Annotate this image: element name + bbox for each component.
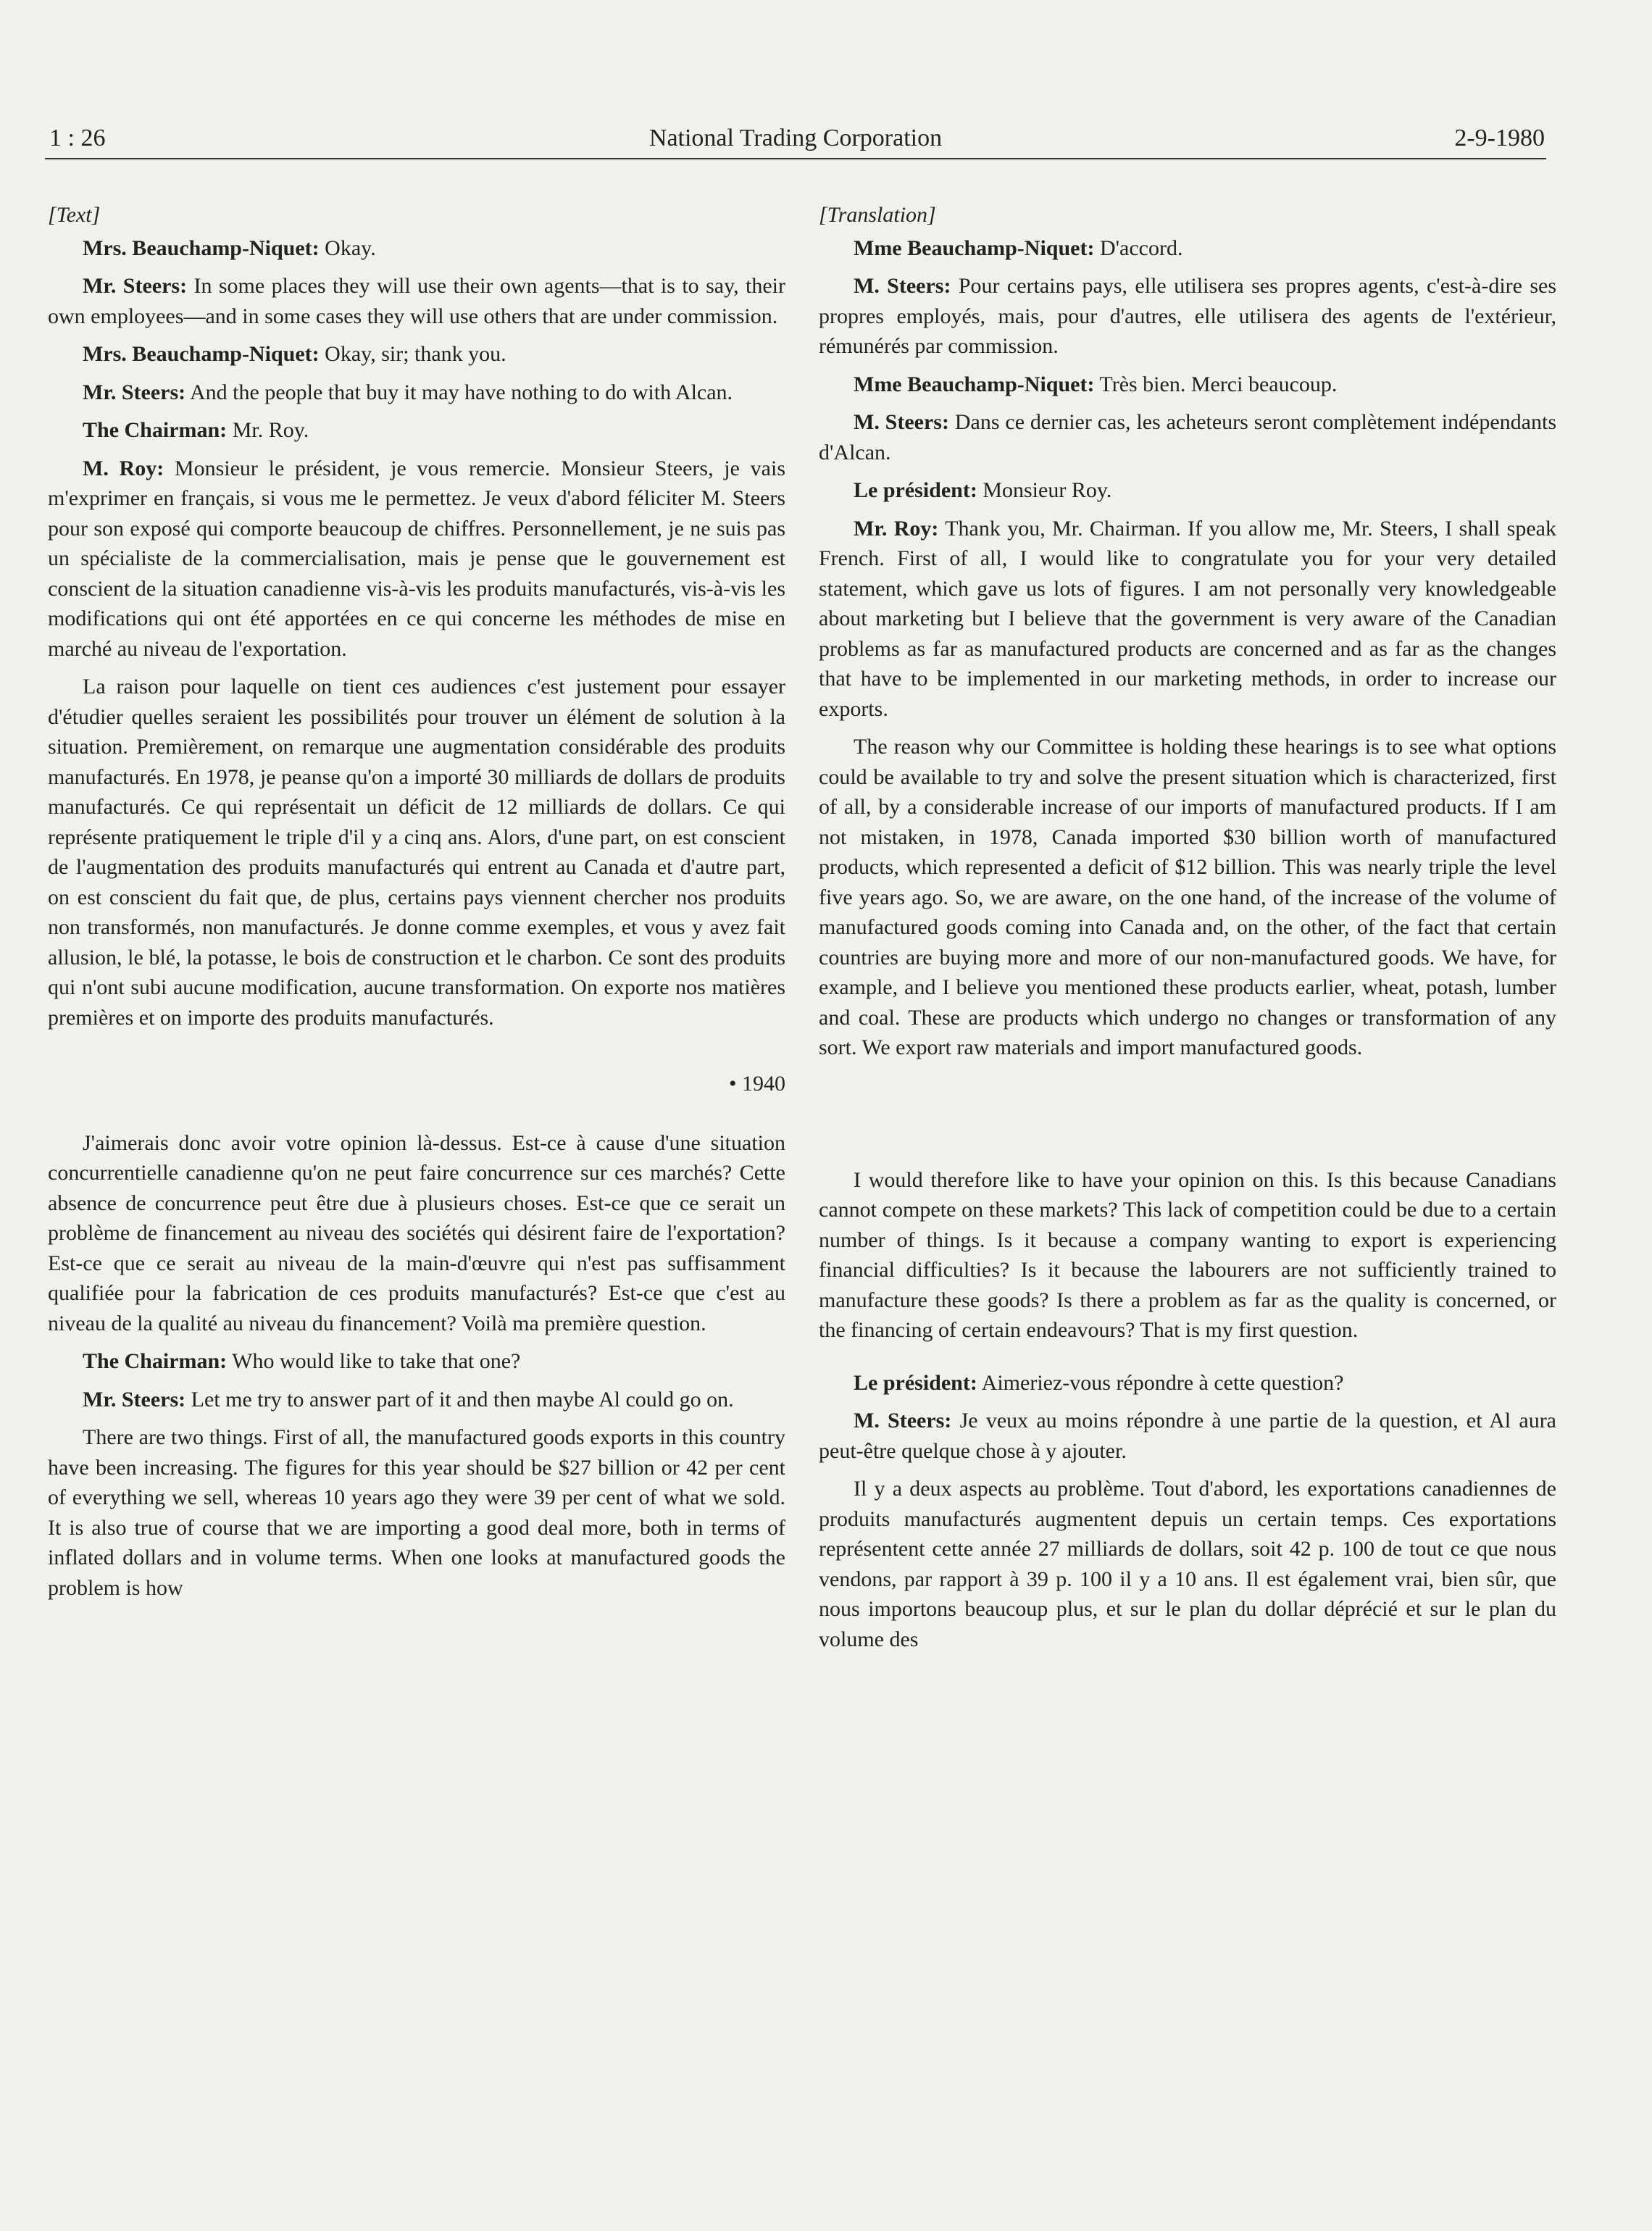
spacer [819, 1354, 1556, 1368]
speaker-name: M. Steers: [854, 410, 949, 434]
paragraph [819, 475, 1556, 506]
paragraph [48, 672, 785, 1033]
translation-column [819, 200, 1556, 1662]
paragraph-text: J'aimerais donc avoir votre opinion là-dessus. Est-ce à cause d'une situation concurrentielle canadienne qu'on ne peut faire concurrence sur ces marchés? Cette absence de concurrence peut être due à plusieurs choses. Est-ce que ce serait un problème de financement au niveau des sociétés qui désirent faire de l'exportation? Est-ce que ce serait au niveau de la main-d'œuvre qui n'est pas suffisamment qualifiée pour la fabrication de ces produits manufacturés? Est-ce que c'est au niveau de la qualité au niveau du financement? Voilà ma première question. [48, 1130, 785, 1335]
paragraph [48, 271, 785, 331]
speaker-name: Mr. Steers: [83, 274, 188, 298]
paragraph [48, 233, 785, 264]
paragraph-text: Je veux au moins répondre à une partie de la question, et Al aura peut-être quelque chose à y ajouter. [819, 1409, 1556, 1463]
paragraph-text: Il y a deux aspects au problème. Tout d'abord, les exportations canadiennes de produits manufacturés augmentent depuis un certain temps. Ces exportations représentent cette année 27 milliards de dollars, soit 42 p. 100 de tout ce que nous vendons, par rapport à 39 p. 100 il y a 10 ans. Il est également vrai, bien sûr, que nous importons beaucoup plus, et sur le plan du dollar déprécié et sur le plan du volume des [819, 1477, 1556, 1651]
document-date: 2-9-1980 [1454, 125, 1545, 151]
speaker-name: Mrs. Beauchamp-Niquet: [83, 342, 320, 366]
speaker-name: Le président: [854, 1370, 977, 1395]
paragraph [48, 1128, 785, 1339]
paragraph-text: D'accord. [1094, 235, 1183, 260]
paragraph [819, 233, 1556, 264]
paragraph-group [819, 233, 1556, 1063]
paragraph [819, 514, 1556, 725]
paragraph-text: Let me try to answer part of it and then maybe Al could go on. [185, 1387, 734, 1411]
speaker-name: Mr. Steers: [83, 380, 186, 404]
speaker-name: Mr. Steers: [83, 1387, 186, 1411]
paragraph-group [48, 233, 785, 1033]
paragraph [48, 454, 785, 664]
speaker-name: Mrs. Beauchamp-Niquet: [83, 235, 320, 260]
paragraph [48, 339, 785, 370]
document-title: National Trading Corporation [648, 125, 943, 151]
paragraph [819, 407, 1556, 467]
paragraph-text: I would therefore like to have your opinion on this. Is this because Canadians cannot compete on these markets? This lack of competition could be due to a certain number of things. Is it because a company wanting to export is experiencing financial difficulties? Is it because the labourers are not sufficiently trained to manufacture these goods? Is there a problem as far as the quality is concerned, or the financing of certain endeavours? That is my first question. [819, 1167, 1556, 1342]
paragraph-group [48, 1128, 785, 1604]
speaker-name: M. Roy: [83, 456, 164, 480]
speaker-name: M. Steers: [854, 274, 951, 298]
paragraph [48, 1385, 785, 1415]
speaker-name: The Chairman: [83, 1349, 228, 1373]
paragraph [819, 1368, 1556, 1398]
column-heading: [Translation] [819, 203, 936, 227]
paragraph [48, 1422, 785, 1603]
paragraph-text: Aimeriez-vous répondre à cette question? [977, 1370, 1344, 1395]
paragraph-text: Okay, sir; thank you. [319, 342, 506, 366]
page-header [45, 122, 1546, 159]
speaker-name: M. Steers: [854, 1409, 952, 1433]
paragraph [819, 271, 1556, 362]
paragraph [819, 1474, 1556, 1654]
paragraph-text: Mr. Roy. [227, 418, 309, 442]
paragraph-text: Thank you, Mr. Chairman. If you allow me, Mr. Steers, I shall speak French. First of all, I would like to congratulate you for your very detailed statement, which gave us lots of figures. I am not personally very knowledgeable about marketing but I believe that the government is very aware of the Canadian problems as far as manufactured products are concerned and as far as the changes that have to be implemented in our marketing methods, in order to increase our exports. [819, 516, 1556, 721]
paragraph [819, 1165, 1556, 1346]
paragraph [819, 370, 1556, 400]
paragraph-text: Monsieur le président, je vous remercie. Monsieur Steers, je vais m'exprimer en français, si vous me le permettez. Je veux d'abord féliciter M. Steers pour son exposé qui comporte beaucoup de chiffres. Personnellement, je ne suis pas un spécialiste de la commercialisation, mais je pense que le gouvernement est conscient de la situation canadienne vis-à-vis les produits manufacturés, vis-à-vis les modifications qui ont été apportées en ce qui concerne les méthodes de mise en marché au niveau de l'exportation. [48, 456, 786, 661]
speaker-name: Mme Beauchamp-Niquet: [854, 235, 1095, 260]
paragraph-group [819, 1165, 1556, 1346]
speaker-name: The Chairman: [83, 418, 228, 442]
paragraph-text: There are two things. First of all, the manufactured goods exports in this country have been increasing. The figures for this year should be $27 billion or 42 per cent of everything we sell, whereas 10 years ago they were 39 per cent of what we sold. It is also true of course that we are importing a good deal more, both in terms of inflated dollars and in volume terms. When one looks at manufactured goods the problem is how [48, 1425, 785, 1600]
paragraph-text: The reason why our Committee is holding these hearings is to see what options could be available to try and solve the present situation which is characterized, first of all, by a considerable increase of our imports of manufactured products. If I am not mistaken, in 1978, Canada imported $30 billion worth of manufactured products, which represented a deficit of $12 billion. This was nearly triple the level five years ago. So, we are aware, on the one hand, of the increase of the volume of manufactured goods coming into Canada and, on the other, of the fact that certain countries are buying more and more of our non-manufactured goods. We have, for example, and I believe you mentioned these products earlier, wheat, potash, lumber and coal. These are products which undergo no changes or transformation of any sort. We export raw materials and import manufactured goods. [819, 735, 1556, 1059]
paragraph-text: Très bien. Merci beaucoup. [1094, 372, 1338, 396]
paragraph-text: Who would like to take that one? [227, 1349, 521, 1373]
paragraph-text: La raison pour laquelle on tient ces audiences c'est justement pour essayer d'étudier quelles seraient les possibilités pour trouver un élément de solution à la situation. Premièrement, on remarque une augmentation considérable des produits manufacturés. En 1978, je peanse qu'on a importé 30 milliards de dollars de produits manufacturés. Ce qui représentait un déficit de 12 milliards de dollars. Ce qui représente pratiquement le triple d'il y a cinq ans. Alors, d'une part, on est conscient de l'augmentation des produits manufacturés qui entrent au Canada et d'autre part, on est conscient du fait que, de plus, certains pays viennent chercher nos produits non transformés, non manufacturés. Je donne comme exemples, et vous y avez fait allusion, le blé, la potasse, le bois de construction et le charbon. Ce sont des produits qui n'ont subi aucune modification, aucune transformation. On exporte nos matières premières et on importe des produits manufacturés. [48, 675, 785, 1030]
paragraph-text: And the people that buy it may have nothing to do with Alcan. [185, 380, 733, 404]
speaker-name: Mr. Roy: [854, 516, 939, 541]
paragraph [819, 1406, 1556, 1466]
paragraph-text: Pour certains pays, elle utilisera ses propres agents, c'est-à-dire ses propres employés, mais, pour d'autres, elle utilisera des agents de l'extérieur, rémunérés par commission. [819, 274, 1556, 358]
english-column [48, 200, 785, 1611]
paragraph [48, 378, 785, 408]
column-heading: [Text] [48, 203, 101, 227]
paragraph-group [819, 1368, 1556, 1655]
page-number: 1 : 26 [49, 125, 106, 151]
paragraph-text: Dans ce dernier cas, les acheteurs seront complètement indépendants d'Alcan. [819, 410, 1556, 464]
paragraph-text: In some places they will use their own agents—that is to say, their own employees—and in some cases they will use others that are under commission. [48, 274, 785, 328]
paragraph-text: Monsieur Roy. [977, 478, 1112, 502]
paragraph [48, 415, 785, 446]
spacer [819, 1071, 1556, 1165]
paragraph [48, 1346, 785, 1377]
paragraph [819, 732, 1556, 1063]
paragraph-text: Okay. [319, 235, 376, 260]
speaker-name: Le président: [854, 478, 977, 502]
speaker-name: Mme Beauchamp-Niquet: [854, 372, 1095, 396]
time-marker: • 1940 [728, 1072, 785, 1096]
